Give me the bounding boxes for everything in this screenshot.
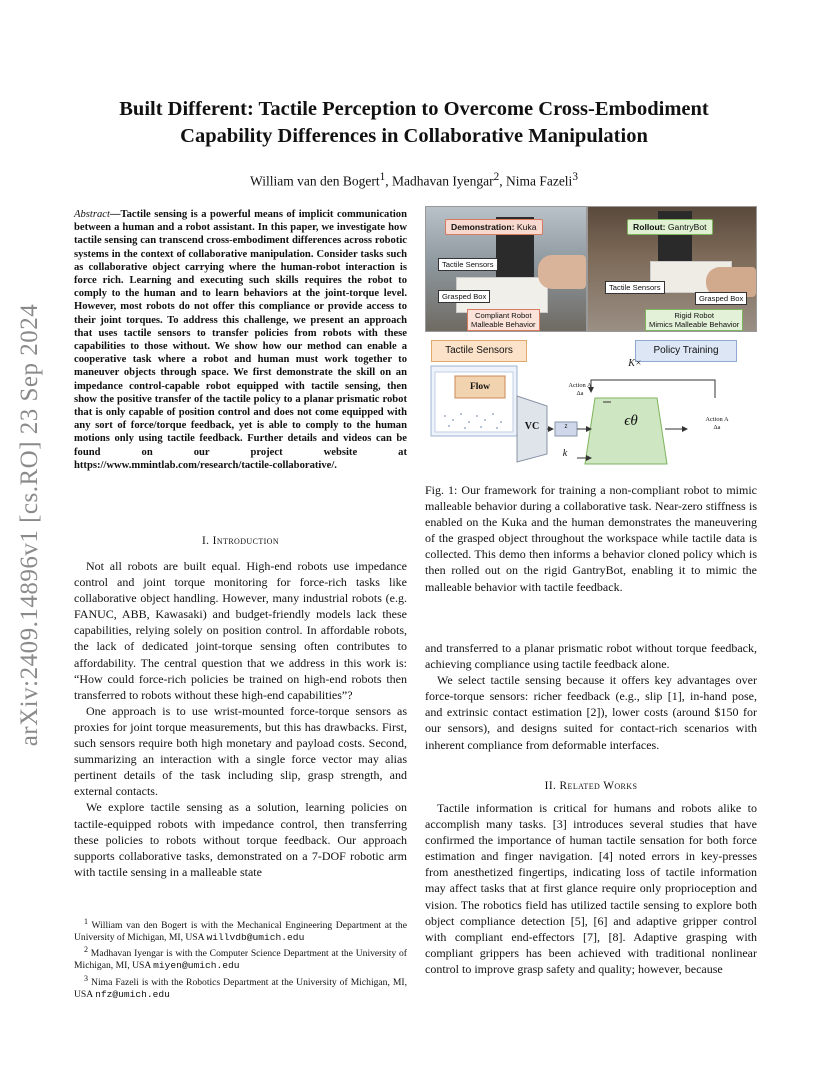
paragraph: One approach is to use wrist-mounted force-torque sensors as proxies for joint torque measurements, but this has drawbacks. First, such sensors require both high monetary and payload costs. Second, summarizing an interaction with a single force vector may alias pertinent details of the task including slip, grasp strength, and external contacts.: [74, 703, 407, 799]
paragraph: We select tactile sensing because it offers key advantages over force-torque sensors: richer feedback (e.g., slip [1], in-hand pose, and extrinsic contact estimation [2]), lower costs (around $150 for our sensors), and designs suited for contact-rich scenarios with inherent compliance from deformable interfaces.: [425, 673, 757, 752]
title-line-2: Capability Differences in Collaborative Manipulation: [180, 125, 648, 147]
repeat-label: [615, 358, 655, 369]
right-column-body: [425, 640, 757, 753]
author-3-affil: 3: [572, 171, 578, 183]
figure-1: [425, 206, 757, 468]
footnote-text: Nima Fazeli is with the Robotics Department at the University of Michigan, MI, USA: [74, 976, 407, 1000]
section-heading-introduction: I. Introduction: [201, 535, 280, 547]
tag-rigid-robot: [645, 309, 743, 331]
paragraph: Not all robots are built equal. High-end robots use impedance control and joint torque monitoring for force-rich tasks like collaborative object handling. However, many industrial robots (e.g. FANUC, ABB, Kawasaki) and budget-friendly models lack these capabilities, relying solely on position control. In affordable robots, the lack of dedicated joint-torque sensing often contributes to affordability. The central question that we address in this work is: “How could force-rich policies be trained on high-end robots then transferred to robots without these high-end capabilities”?: [74, 559, 407, 702]
footnote-marker: 2: [84, 945, 88, 955]
action-output-label: [689, 416, 745, 432]
abstract-dash: —: [109, 209, 121, 220]
k-label: [555, 448, 575, 459]
footnotes: [74, 916, 407, 1001]
paragraph: Tactile information is critical for humans and robots alike to accomplish many tasks. [3] introduces several studies that have confirmed the importance of human tactile sensation for both force estimation and finger navigation. [4] noted errors in key-presses from anesthetized fingertips, indicating loss of tactile information may affect tasks that at first glance require only proprioception and vision. The robotics field has utilized tactile sensing to explore both object compliance detection [5], [6] and adaptive gripper control with compliant end-effectors [7], [8]. Adaptive grasping with compliant grippers has been achieved with traditional nonlinear control to improve grasp safety and quality; however, because: [425, 801, 757, 976]
author-3: Nima Fazeli: [505, 173, 573, 189]
loop-arrow: [591, 380, 715, 398]
paragraph: We explore tactile sensing as a solution, learning policies on tactile-equipped robots with impedance control, then transferring these policies to robots without torque feedback. Our approach supports collaborative tasks, demonstrated on a 7-DOF robotic arm with tactile sensing in a malleable state: [74, 800, 407, 879]
author-list: William van den Bogert$^1$, Madhavan Iyengar$^2$, Nima Fazeli$^3$: [250, 171, 578, 189]
paper-title: [40, 96, 788, 150]
tag-compliant-robot: [467, 309, 540, 331]
author-1-affil: 1: [379, 171, 386, 183]
action-line: Action A: [568, 382, 592, 389]
header-rest: GantryBot: [665, 222, 707, 232]
author-1: William van den Bogert: [250, 173, 380, 189]
tag-grasped-box-left: Grasped Box: [438, 290, 490, 303]
header-bold: Demonstration:: [451, 222, 515, 232]
k: k: [562, 448, 568, 459]
footnote-3: [74, 973, 407, 1000]
vc-label: VC: [524, 421, 540, 432]
abstract-text: Tactile sensing is a powerful means of implicit communication between a human and a robot assistant. In this paper, we investigate how tactile sensing can transcend cross-embodiment differences across robotic systems in the context of collaborative manipulation. Consider tasks such as collaborative object carrying where the human-robot interaction is force rich. Learning and executing such skills requires the robot to comply to the human and to learn behaviors at the joint-torque level. However, most robots do not offer this compliance or provide access to their joint torques. To address this challenge, we present an approach that uses tactile sensors to transfer policies from robots with these capabilities to those without. We show how our method can enable a cooperative task where a robot and human must work together to maneuver objects through space. We first demonstrate the skill on an impedance control-capable robot equipped with tactile sensing, then show the positive transfer of the tactile policy to a planar prismatic robot that is only capable of position control and does not come equipped with any sort of force/torque feedback, yet is able to comply to the human motions only using tactile feedback. Further details and videos can be found on our project website at https://www.mmintlab.com/research/tactile-collaborative/.: [74, 209, 407, 471]
author-2: Madhavan Iyengar: [391, 173, 494, 189]
action-input-label: [555, 382, 605, 398]
footnote-marker: 1: [84, 917, 88, 926]
header-bold: Rollout:: [633, 222, 666, 232]
footnote-email: miyen@umich.edu: [153, 960, 240, 972]
tag-line: Malleable Behavior: [471, 320, 536, 329]
tag-line: Compliant Robot: [475, 311, 532, 320]
rollout-header: [627, 219, 713, 235]
action-line: Δa: [713, 424, 721, 431]
policy-training-box: Policy Training: [635, 340, 737, 362]
kx: K×: [628, 358, 642, 369]
footnote-marker: 3: [84, 973, 88, 983]
action-line: Action A: [705, 416, 729, 423]
section-heading-related-works: II. Related Works: [544, 780, 638, 792]
demonstration-header: [445, 219, 543, 235]
tag-line: Mimics Malleable Behavior: [649, 320, 740, 329]
epsilon-label: ϵθ: [624, 413, 638, 429]
tag-grasped-box-right: Grasped Box: [695, 292, 747, 305]
author-2-affil: 2: [493, 171, 500, 183]
related-works-body: [425, 800, 757, 977]
footnote-text: Madhavan Iyengar is with the Computer Science Department at the University of Michigan, MI, USA: [74, 948, 407, 972]
tag-line: Rigid Robot: [674, 311, 714, 320]
introduction-body: [74, 558, 407, 880]
action-line: Δa: [576, 390, 584, 397]
epsilon-network: [585, 398, 667, 464]
arxiv-margin-stamp: [10, 290, 50, 760]
abstract-label: Abstract: [74, 209, 110, 220]
arxiv-id: arXiv:2409.14896v1 [cs.RO] 23 Sep 2024: [16, 303, 43, 747]
flow-label: Flow: [469, 382, 491, 392]
human-hand-shape: [538, 255, 586, 289]
pipeline-diagram: [425, 336, 757, 468]
paragraph: and transferred to a planar prismatic robot without torque feedback, achieving compliance using tactile feedback alone.: [425, 641, 757, 672]
header-rest: Kuka: [514, 222, 537, 232]
footnote-2: [74, 944, 407, 971]
figure-caption: Fig. 1: Our framework for training a non-compliant robot to mimic malleable behavior during a collaborative task. Near-zero stiffness is enabled on the Kuka and the human demonstrates the maneuvering of the grasped object throughout the workspace while tactile data is collected. This demo then informs a behavior cloned policy which is then rolled out on the rigid GantryBot, enabling it to mimic the malleable behavior with tactile feedback.: [425, 483, 757, 594]
title-line-1: Built Different: Tactile Perception to Overcome Cross-Embodiment: [119, 98, 709, 120]
footnote-1: [74, 916, 407, 943]
latent-label: z: [564, 424, 568, 430]
footnote-email: willvdb@umich.edu: [206, 931, 305, 943]
tag-tactile-sensors-left: Tactile Sensors: [438, 258, 498, 271]
footnote-email: nfz@umich.edu: [95, 988, 170, 1000]
tactile-sensors-box: Tactile Sensors: [431, 340, 527, 362]
abstract: [74, 208, 407, 472]
tag-tactile-sensors-right: Tactile Sensors: [605, 281, 665, 294]
footnote-text: William van den Bogert is with the Mechanical Engineering Department at the University of Michigan, MI, USA: [74, 920, 407, 943]
